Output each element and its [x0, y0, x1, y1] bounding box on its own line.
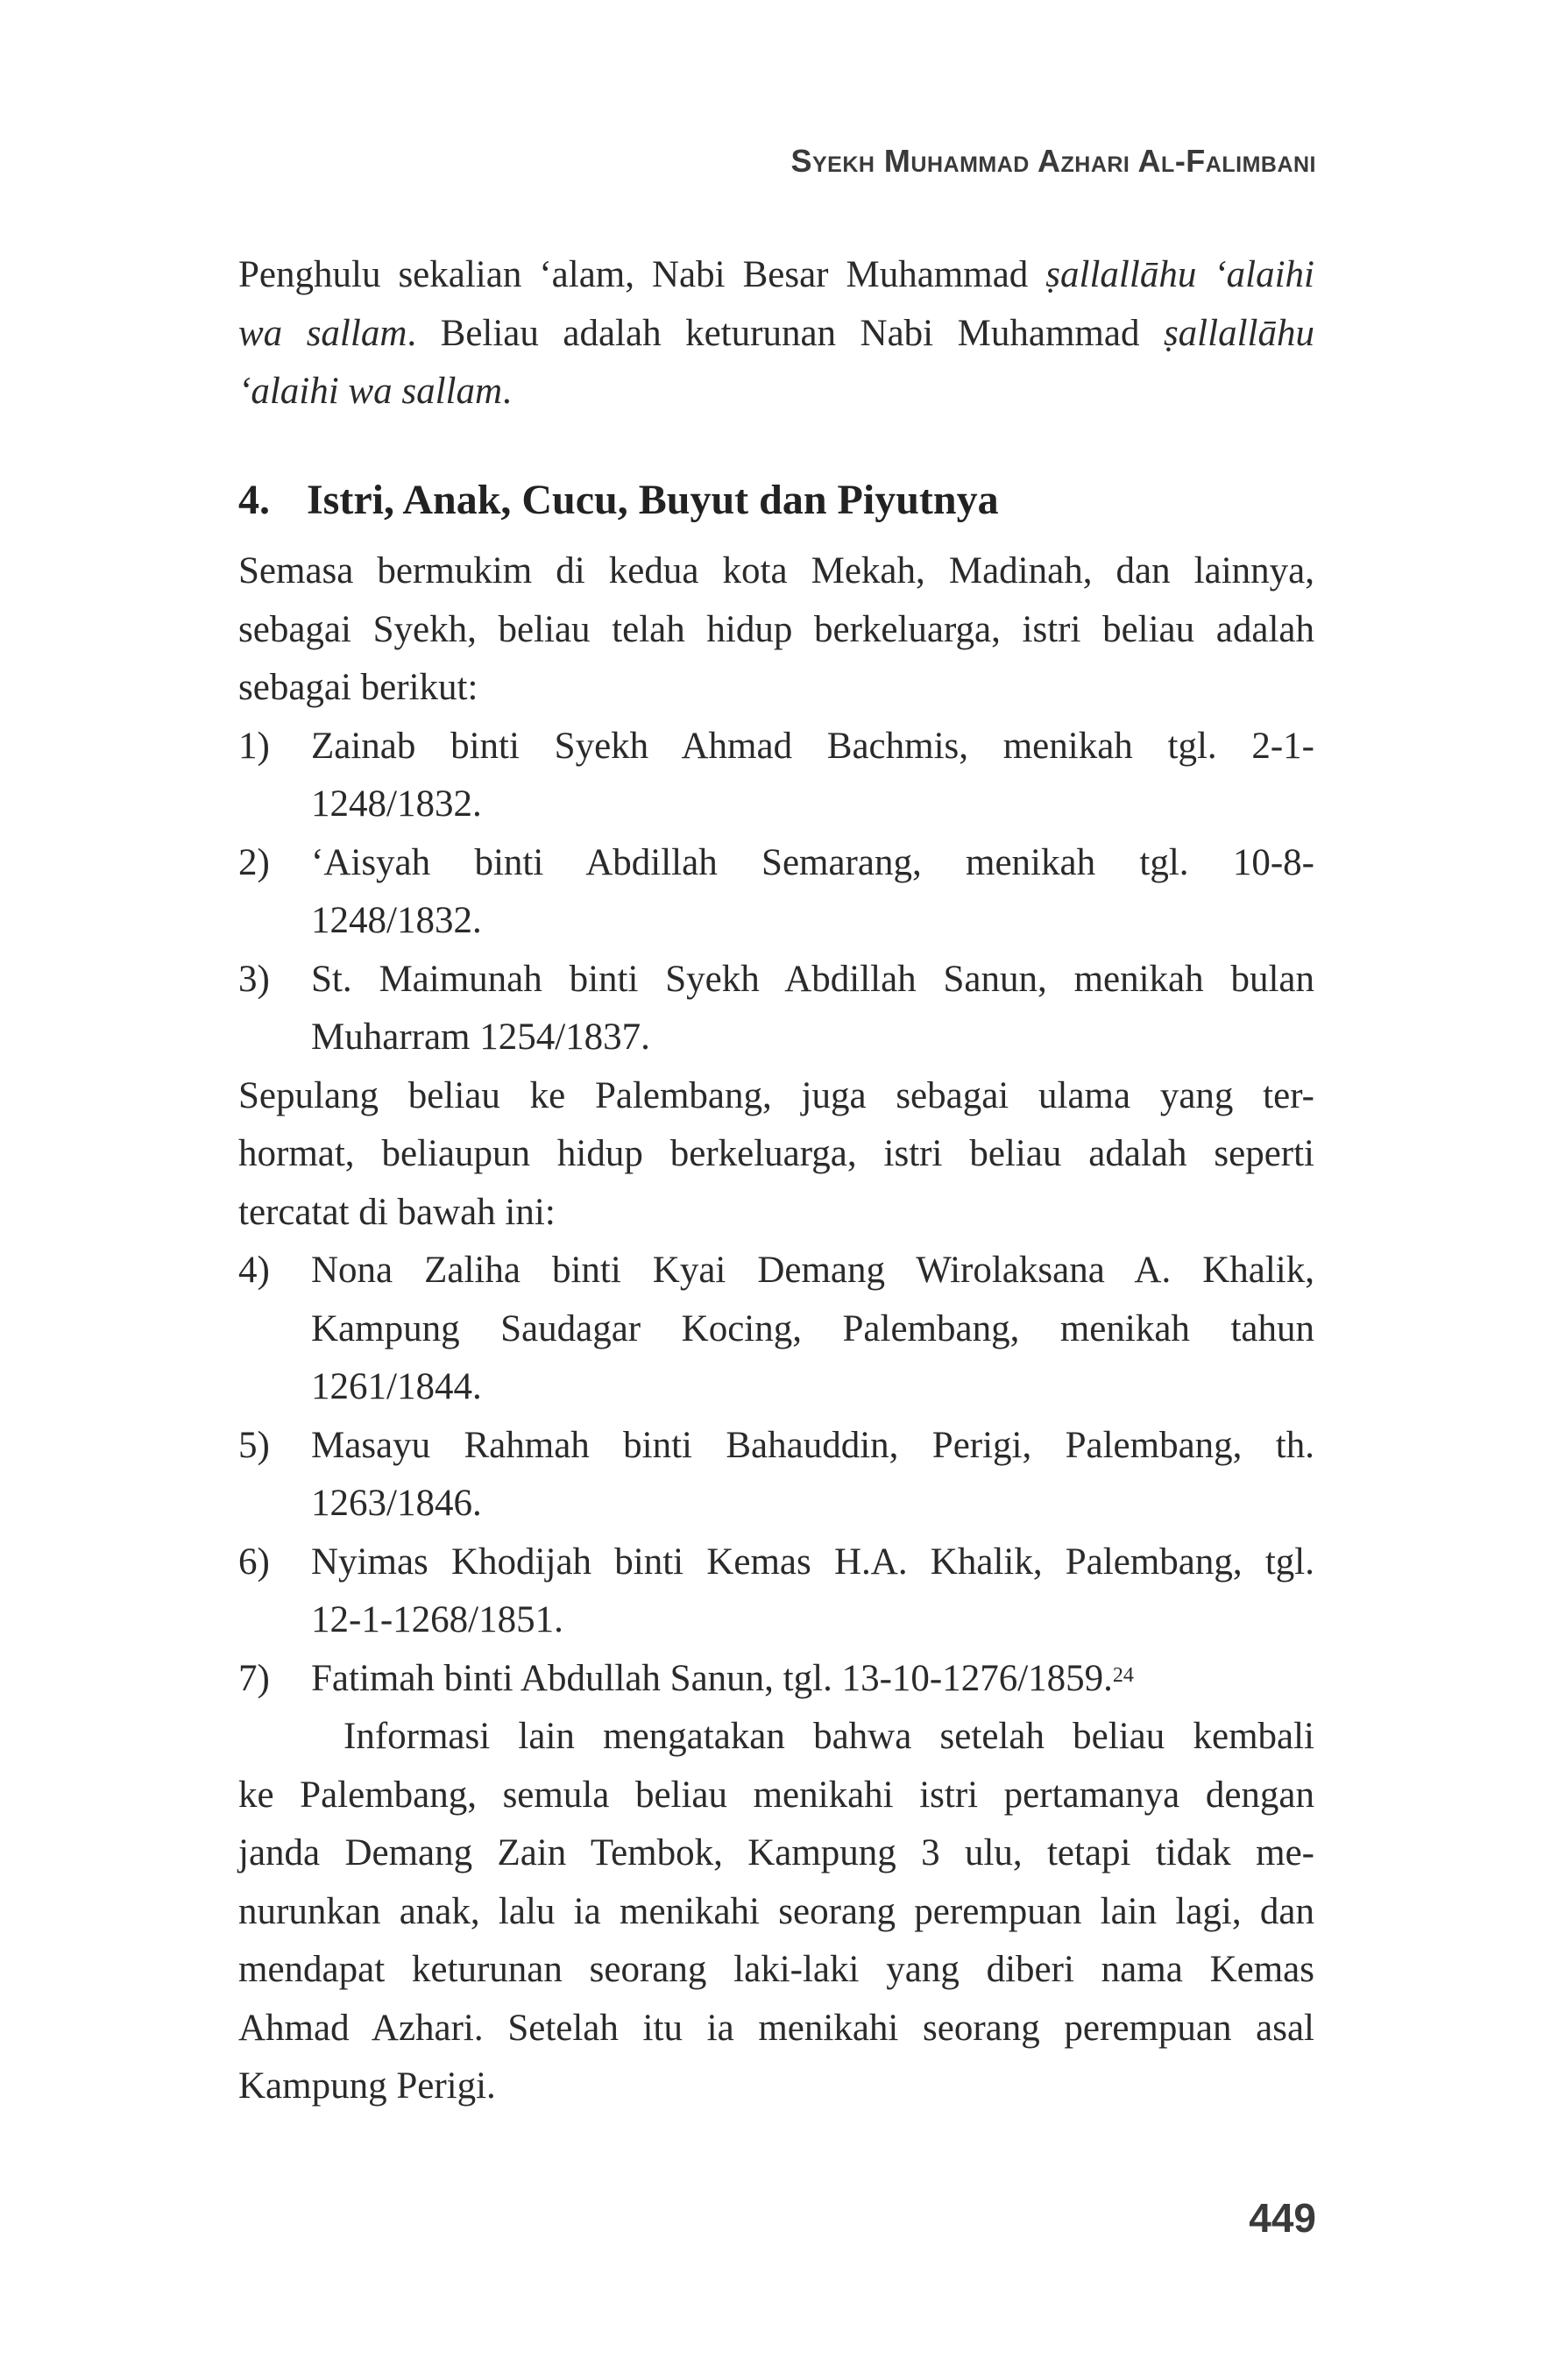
list-item: 4) Nona Zaliha binti Kyai Demang Wirolaksana A. Khalik, Kampung Saudagar Kocing, Palembang, menikah tahun 1261/1844. [238, 1250, 1314, 1407]
list-item: 6) Nyimas Khodijah binti Kemas H.A. Khalik, Palembang, tgl. 12-1-1268/1851. [238, 1541, 1314, 1640]
list-item: 2) ‘Aisyah binti Abdillah Semarang, menikah tgl. 10-8- 1248/1832. [238, 841, 1314, 941]
section-heading [238, 476, 999, 524]
intro-line-1: Penghulu sekalian ‘alam, Nabi Besar Muhammad ṣallallāhu ‘alaihi [238, 254, 1314, 295]
section-body [238, 542, 1314, 2116]
intro-paragraph [238, 246, 1314, 421]
intro-line-3: ‘alaihi wa sallam. [238, 371, 512, 412]
paragraph-2: Sepulang beliau ke Palembang, juga sebagai ulama yang ter- hormat, beliaupun hidup berkeluarga, istri beliau adalah seperti tercatat di bawah ini: [238, 1074, 1314, 1233]
section-number: 4. [238, 477, 270, 523]
intro-line-2: wa sallam. Beliau adalah keturunan Nabi Muhammad ṣallallāhu [238, 312, 1314, 354]
list-item: 7) Fatimah binti Abdullah Sanun, tgl. 13-10-1276/1859.24 [238, 1657, 1134, 1699]
list-item: 3) St. Maimunah binti Syekh Abdillah Sanun, menikah bulan Muharram 1254/1837. [238, 958, 1314, 1058]
page-number: 449 [1249, 2195, 1316, 2241]
running-head: Syekh Muhammad Azhari Al-Falimbani [790, 143, 1316, 179]
section-title: Istri, Anak, Cucu, Buyut dan Piyutnya [307, 477, 999, 523]
paragraph-1: Semasa bermukim di kedua kota Mekah, Madinah, dan lainnya, sebagai Syekh, beliau telah hidup berkeluarga, istri beliau adalah sebagai berikut: [238, 550, 1314, 708]
footnote-marker: 24 [1112, 1663, 1134, 1687]
list-item: 5) Masayu Rahmah binti Bahauddin, Perigi, Palembang, th. 1263/1846. [238, 1424, 1314, 1524]
list-item: 1) Zainab binti Syekh Ahmad Bachmis, menikah tgl. 2-1- 1248/1832. [238, 725, 1314, 825]
wives-list-palembang [238, 1242, 1314, 1708]
wives-list-mecca [238, 718, 1314, 1067]
paragraph-3: Informasi lain mengatakan bahwa setelah beliau kembali ke Palembang, semula beliau menikahi istri pertamanya dengan janda Demang Zain Tembok, Kampung 3 ulu, tetapi tidak me- nurunkan anak, lalu ia menikahi seorang perempuan lain lagi, dan mendapat keturunan seorang laki-laki yang diberi nama Kemas Ahmad Azhari. Setelah itu ia menikahi seorang perempuan asal Kampung Perigi. [238, 1716, 1314, 2107]
